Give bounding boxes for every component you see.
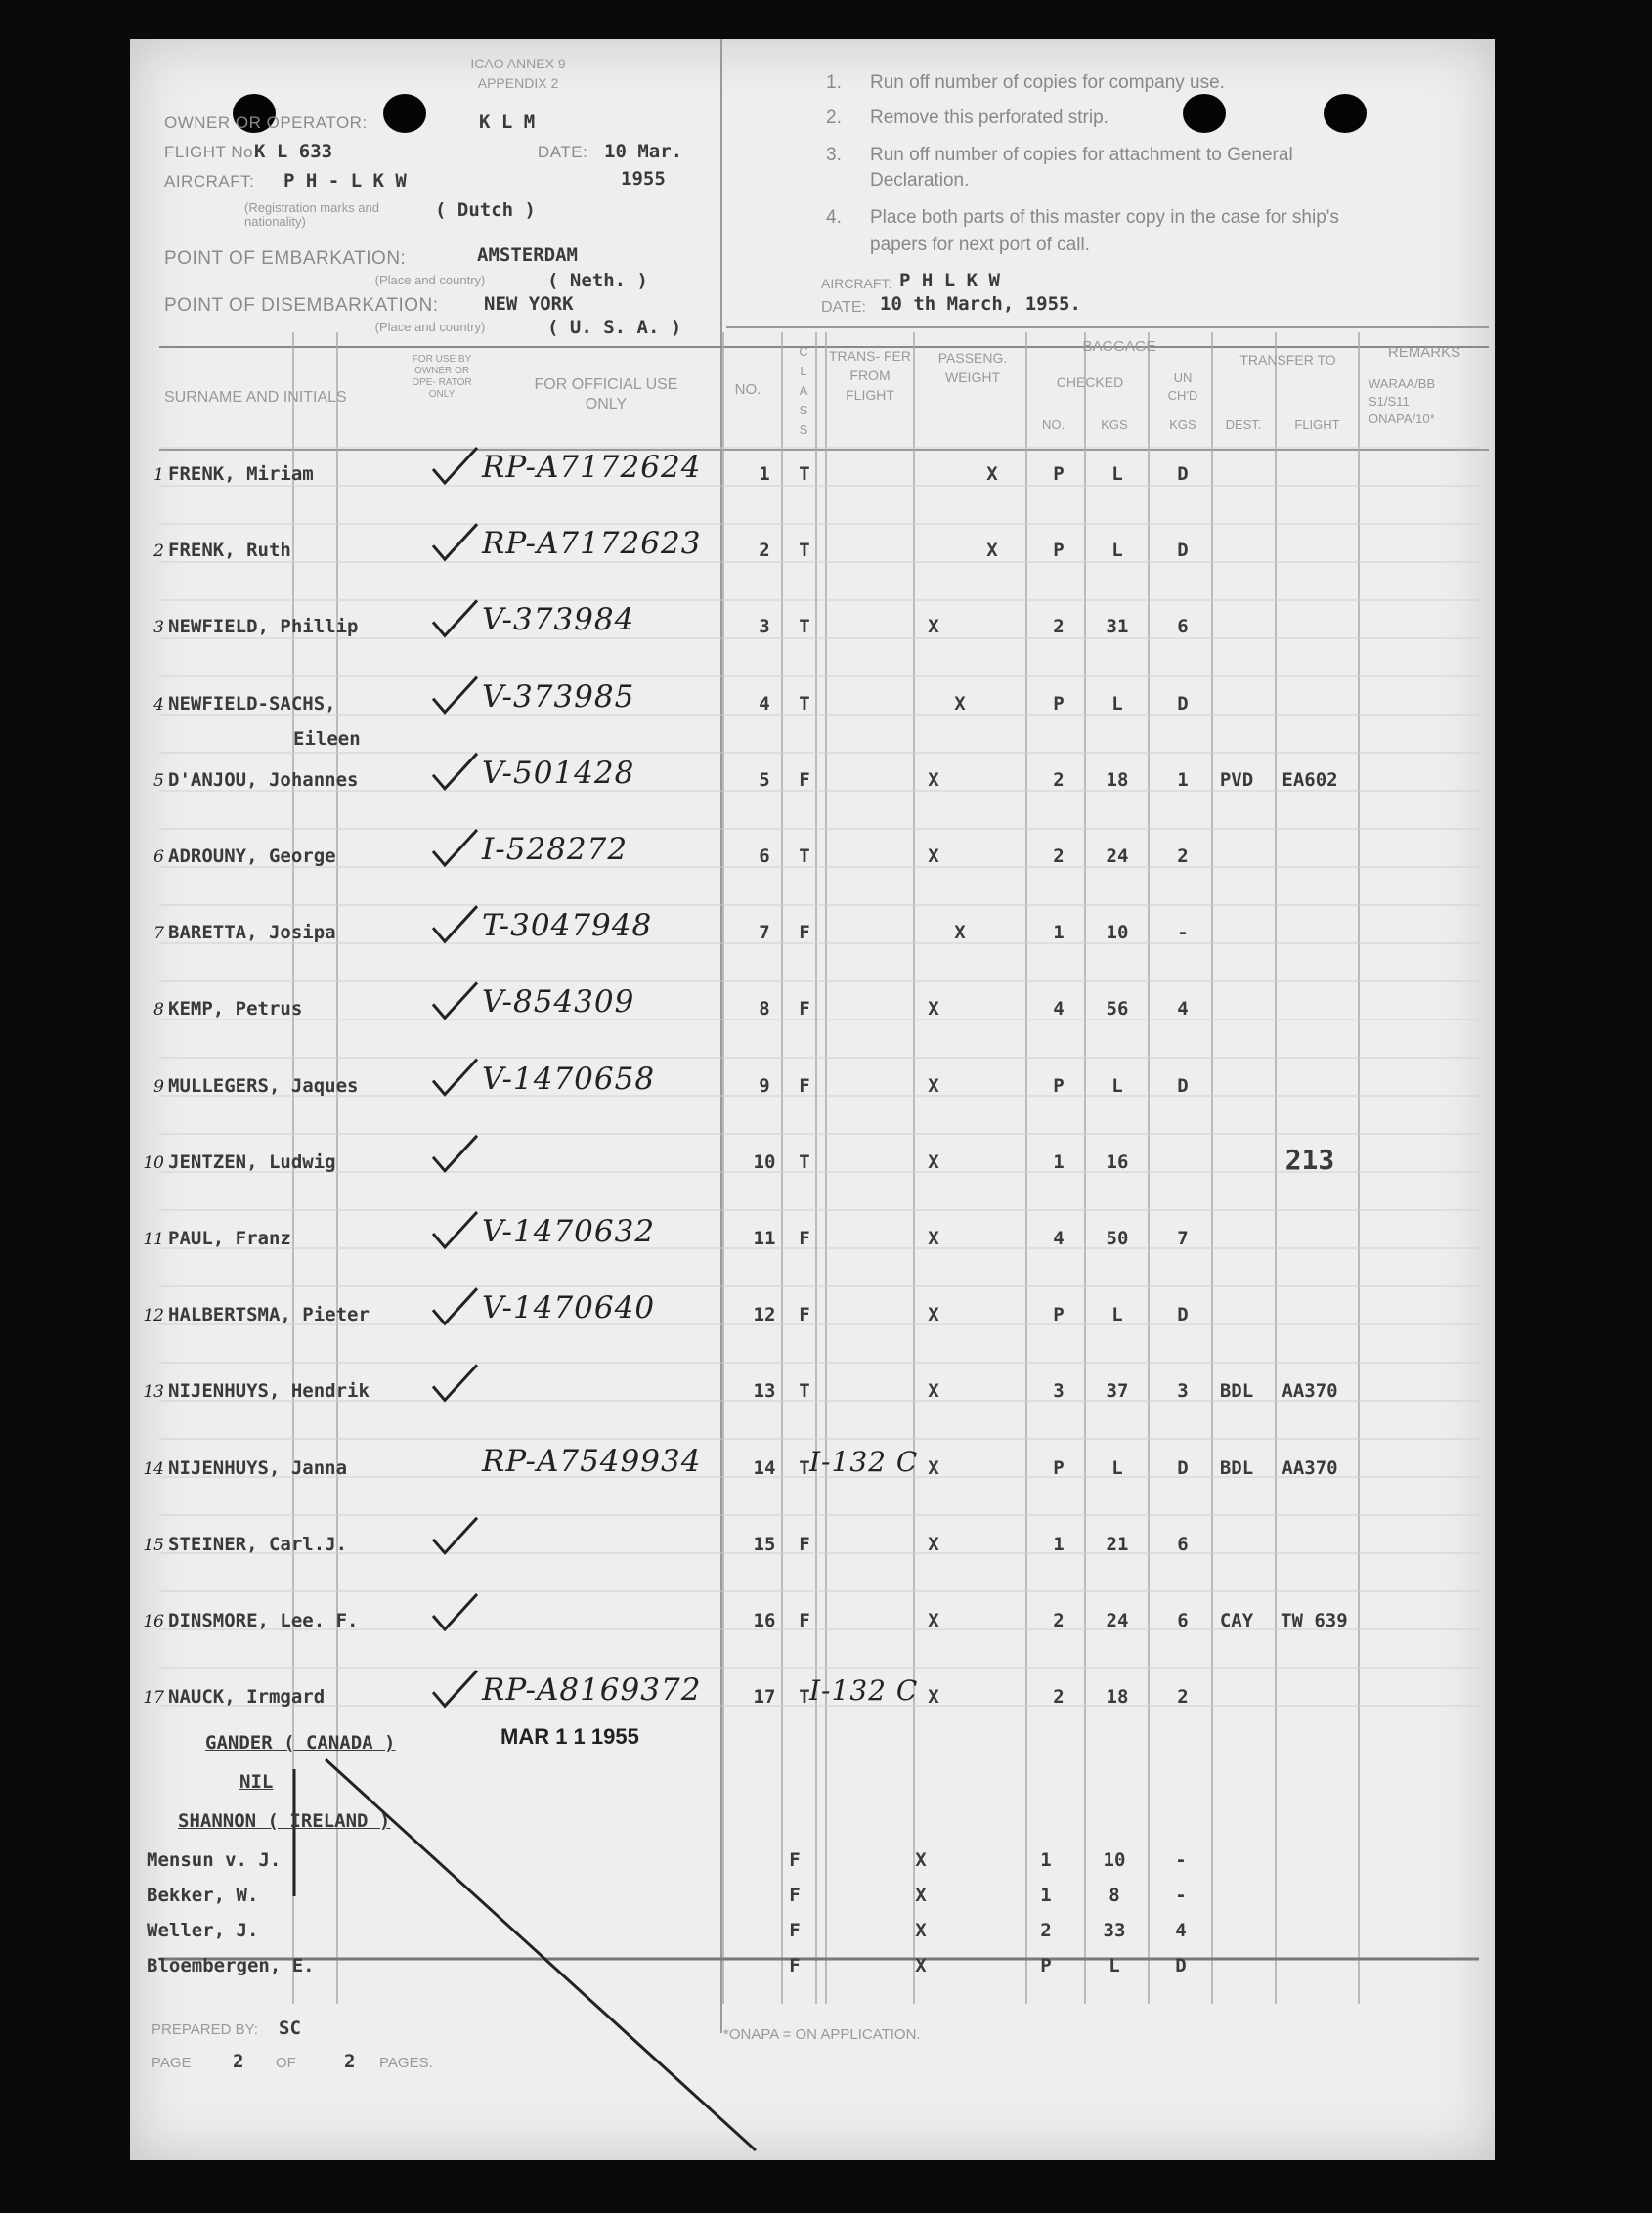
bag-count-cell: 2 — [1053, 1610, 1065, 1631]
crew-unchecked: 4 — [1175, 1920, 1187, 1941]
class-cell: F — [799, 1228, 810, 1249]
instruction-text: Place both parts of this master copy in the case for ship's — [870, 207, 1339, 228]
bag-kgs-cell: L — [1111, 1304, 1123, 1326]
crew-bag-count: 2 — [1040, 1920, 1052, 1941]
passenger-name: PAUL, Franz — [168, 1228, 291, 1249]
punch-hole-3 — [1183, 94, 1226, 133]
class-cell: F — [799, 922, 810, 944]
transfer-from-cell: I-132 C — [809, 1674, 919, 1708]
class-cell: T — [799, 1686, 810, 1709]
gander-leg: GANDER ( CANADA ) — [205, 1732, 396, 1754]
weight-cell: X — [928, 1610, 939, 1631]
col-passeng-weight: PASSENG. WEIGHT — [937, 350, 1008, 385]
bag-kgs-cell: 31 — [1106, 616, 1129, 638]
crew-bag-kgs: L — [1109, 1955, 1120, 1976]
row-number-cell: 10 — [753, 1150, 776, 1173]
weight-cell: X — [928, 1074, 939, 1097]
crew-class: F — [789, 1920, 801, 1941]
bag-count-cell: P — [1053, 540, 1065, 562]
transfer-dest-cell: PVD — [1219, 768, 1254, 791]
bag-kgs-cell: L — [1111, 540, 1123, 562]
manifest-line-number: 1 — [153, 465, 164, 485]
bag-kgs-cell: 56 — [1106, 998, 1129, 1020]
bag-count-cell: P — [1053, 1304, 1065, 1326]
class-cell: F — [799, 1304, 810, 1326]
bag-kgs-cell: 18 — [1106, 1686, 1129, 1709]
nationality-value: ( Dutch ) — [435, 199, 536, 221]
unchecked-kgs-cell: D — [1177, 1074, 1189, 1097]
weight-cell: X — [928, 1150, 939, 1173]
manifest-line-number: 14 — [143, 1458, 164, 1479]
passport-number: T-3047948 — [482, 908, 653, 944]
passport-number: V-1470632 — [482, 1214, 656, 1249]
embarkation-value: AMSTERDAM — [477, 244, 578, 266]
crew-bag-count: 1 — [1040, 1885, 1052, 1906]
manifest-line-number: 11 — [143, 1230, 164, 1249]
unchecked-kgs-cell: D — [1177, 692, 1189, 715]
class-cell: T — [799, 692, 810, 715]
embark-place-note: (Place and country) — [374, 273, 486, 287]
manifest-line-number: 15 — [143, 1535, 164, 1555]
manifest-line-number: 10 — [143, 1152, 164, 1173]
transfer-flight-cell: 213 — [1284, 1143, 1335, 1176]
embark-country: ( Neth. ) — [547, 270, 648, 291]
weight-cell: X — [928, 998, 939, 1020]
weight-cell: X — [986, 463, 998, 485]
passenger-name: NEWFIELD, Phillip — [168, 616, 359, 638]
transfer-dest-cell: CAY — [1219, 1610, 1254, 1631]
bag-count-cell: P — [1053, 692, 1065, 715]
col-flight: FLIGHT — [1294, 417, 1340, 432]
crew-class: F — [789, 1885, 801, 1906]
col-baggage: BAGGAGE — [1082, 338, 1156, 355]
bag-count-cell: 3 — [1053, 1380, 1065, 1403]
passport-number: V-501428 — [482, 755, 635, 791]
crew-bag-kgs: 10 — [1103, 1849, 1126, 1871]
unchecked-kgs-cell: 3 — [1177, 1380, 1189, 1403]
passenger-name: MULLEGERS, Jaques — [168, 1074, 359, 1097]
bag-kgs-cell: 10 — [1106, 922, 1129, 944]
weight-cell: X — [954, 692, 966, 715]
col-bag-no: NO. — [1041, 417, 1065, 432]
prepared-label: PREPARED BY: — [152, 2021, 258, 2038]
bag-count-cell: P — [1053, 463, 1065, 485]
check-mark — [433, 754, 477, 789]
crew-weight: X — [915, 1885, 927, 1906]
manifest-line-number: 5 — [153, 770, 164, 791]
passenger-name: FRENK, Miriam — [168, 463, 314, 485]
crew-bag-count: 1 — [1040, 1849, 1052, 1871]
check-mark — [433, 1060, 477, 1095]
check-mark — [433, 1212, 477, 1247]
unchecked-kgs-cell: D — [1177, 463, 1189, 485]
row-number-cell: 7 — [759, 922, 770, 944]
check-mark — [433, 1365, 477, 1400]
crew-weight: X — [915, 1955, 927, 1976]
unchecked-kgs-cell: 6 — [1177, 1533, 1189, 1555]
icao-appendix: APPENDIX 2 — [477, 75, 559, 91]
punch-hole-2 — [383, 94, 426, 133]
class-cell: T — [799, 540, 810, 562]
crew-weight: X — [915, 1849, 927, 1871]
class-cell: T — [799, 463, 810, 485]
check-mark — [433, 448, 477, 483]
row-number-cell: 11 — [753, 1228, 776, 1249]
passenger-name-cont: Eileen — [293, 727, 361, 750]
row-number-cell: 4 — [759, 692, 770, 715]
weight-cell: X — [928, 1686, 939, 1709]
punch-hole-4 — [1324, 94, 1367, 133]
bag-kgs-cell: L — [1111, 1456, 1123, 1479]
col-kgs: KGS — [1101, 417, 1128, 432]
bag-kgs-cell: 18 — [1106, 768, 1129, 791]
class-cell: T — [799, 846, 810, 867]
row-number-cell: 8 — [759, 998, 770, 1020]
unchecked-kgs-cell: 6 — [1177, 1610, 1189, 1631]
manifest-line-number: 16 — [143, 1612, 164, 1631]
passenger-name: HALBERTSMA, Pieter — [168, 1304, 370, 1326]
flight-value: K L 633 — [254, 141, 333, 162]
bag-kgs-cell: 37 — [1106, 1380, 1129, 1403]
check-mark — [433, 1671, 477, 1706]
of-value: 2 — [344, 2051, 356, 2072]
instruction-number: 2. — [826, 108, 842, 128]
check-mark — [433, 830, 477, 865]
transfer-flight-cell: EA602 — [1282, 768, 1338, 791]
col-unchd-kgs: KGS — [1169, 417, 1196, 432]
row-number-cell: 16 — [753, 1610, 776, 1631]
crew-bag-count: P — [1040, 1955, 1052, 1976]
class-cell: F — [799, 768, 810, 791]
class-cell: F — [799, 1074, 810, 1097]
bag-kgs-cell: 21 — [1106, 1533, 1129, 1555]
transfer-dest-cell: BDL — [1219, 1456, 1254, 1479]
page-value: 2 — [233, 2051, 244, 2072]
disembark-place-note: (Place and country) — [374, 320, 486, 334]
col-remarks: REMARKS — [1387, 344, 1461, 361]
pages-label: PAGES. — [379, 2055, 433, 2071]
bag-count-cell: 4 — [1053, 998, 1065, 1020]
weight-cell: X — [928, 768, 939, 791]
unchecked-kgs-cell: 4 — [1177, 998, 1189, 1020]
bag-count-cell: 2 — [1053, 768, 1065, 791]
crew-bag-kgs: 8 — [1109, 1885, 1120, 1906]
passport-number: V-373985 — [482, 678, 635, 715]
instruction-text: Run off number of copies for company use. — [870, 72, 1225, 93]
prepared-value: SC — [279, 2018, 301, 2039]
transfer-from-cell: I-132 C — [809, 1445, 919, 1478]
passport-number: V-1470658 — [482, 1061, 656, 1097]
instruction-text: papers for next port of call. — [870, 235, 1090, 255]
row-number-cell: 2 — [759, 540, 770, 562]
unchecked-kgs-cell: 2 — [1177, 1686, 1189, 1709]
date-label: DATE: — [538, 143, 588, 161]
class-cell: T — [799, 1380, 810, 1403]
col-surname: SURNAME AND INITIALS — [164, 389, 347, 406]
transfer-flight-cell: TW 639 — [1281, 1610, 1348, 1631]
passport-number: V-854309 — [482, 984, 635, 1020]
transfer-flight-cell: AA370 — [1282, 1380, 1338, 1403]
bag-count-cell: P — [1053, 1456, 1065, 1479]
instruction-text: Remove this perforated strip. — [870, 108, 1109, 128]
passenger-name: STEINER, Carl.J. — [168, 1533, 348, 1555]
passenger-name: BARETTA, Josipa — [168, 922, 336, 944]
bag-count-cell: 2 — [1053, 846, 1065, 867]
weight-cell: X — [928, 1380, 939, 1403]
class-cell: F — [799, 998, 810, 1020]
row-number-cell: 15 — [753, 1533, 776, 1555]
crew-weight: X — [915, 1920, 927, 1941]
class-cell: F — [799, 1610, 810, 1631]
owner-label: OWNER OR OPERATOR: — [164, 113, 368, 132]
weight-cell: X — [928, 1304, 939, 1326]
unchecked-kgs-cell: D — [1177, 1456, 1189, 1479]
transfer-flight-cell: AA370 — [1282, 1456, 1338, 1479]
manifest-line-number: 6 — [153, 847, 164, 867]
disembarkation-label: POINT OF DISEMBARKATION: — [164, 295, 439, 316]
crew-unchecked: D — [1175, 1955, 1187, 1976]
aircraft-value: P H - L K W — [283, 170, 407, 192]
instruction-text: Run off number of copies for attachment to General — [870, 145, 1293, 165]
unchecked-kgs-cell: - — [1177, 922, 1189, 944]
unchecked-kgs-cell: D — [1177, 540, 1189, 562]
bag-kgs-cell: L — [1111, 692, 1123, 715]
class-cell: F — [799, 1533, 810, 1555]
col-transfer-from: TRANS- FER FROM FLIGHT — [829, 348, 911, 403]
crew-unchecked: - — [1175, 1849, 1187, 1871]
unchecked-kgs-cell: 6 — [1177, 616, 1189, 638]
check-mark — [433, 1288, 477, 1323]
bag-count-cell: 1 — [1053, 922, 1065, 944]
check-mark — [433, 524, 477, 559]
weight-cell: X — [928, 1533, 939, 1555]
passport-number: RP-A7172623 — [482, 526, 702, 562]
weight-cell: X — [928, 616, 939, 638]
bag-kgs-cell: L — [1111, 463, 1123, 485]
bag-kgs-cell: 50 — [1106, 1228, 1129, 1249]
bag-kgs-cell: 24 — [1106, 846, 1129, 867]
check-mark — [433, 1594, 477, 1629]
transfer-dest-cell: BDL — [1219, 1380, 1254, 1403]
row-number-cell: 3 — [759, 616, 770, 638]
bag-count-cell: P — [1053, 1074, 1065, 1097]
passport-number: RP-A7172624 — [482, 450, 702, 485]
crew-name: Bloembergen, E. — [147, 1955, 315, 1976]
embarkation-label: POINT OF EMBARKATION: — [164, 248, 407, 269]
passport-number: V-1470640 — [482, 1290, 656, 1326]
manifest-line-number: 2 — [153, 542, 164, 562]
unchecked-kgs-cell: 2 — [1177, 846, 1189, 867]
unchecked-kgs-cell: 7 — [1177, 1228, 1189, 1249]
bag-kgs-cell: L — [1111, 1074, 1123, 1097]
check-mark — [433, 1518, 477, 1553]
check-mark — [433, 1136, 477, 1171]
bag-count-cell: 1 — [1053, 1150, 1065, 1173]
passenger-name: NIJENHUYS, Hendrik — [168, 1380, 370, 1403]
row-number-cell: 13 — [753, 1380, 776, 1403]
passenger-name: FRENK, Ruth — [168, 540, 291, 562]
col-transfer-to: TRANSFER TO — [1239, 352, 1336, 368]
col-class: C L A S S — [799, 344, 808, 437]
bag-count-cell: 2 — [1053, 1686, 1065, 1709]
manifest-line-number: 4 — [153, 694, 164, 715]
check-mark — [433, 906, 477, 941]
disembarkation-value: NEW YORK — [484, 293, 574, 315]
manifest-line-number: 12 — [143, 1306, 164, 1326]
passenger-name: DINSMORE, Lee. F. — [168, 1610, 359, 1631]
crew-unchecked: - — [1175, 1885, 1187, 1906]
disembark-country: ( U. S. A. ) — [547, 317, 682, 338]
manifest-line-number: 13 — [143, 1382, 164, 1403]
crew-name: Bekker, W. — [147, 1885, 259, 1906]
row-number-cell: 5 — [759, 768, 770, 791]
passenger-name: NIJENHUYS, Janna — [168, 1456, 348, 1479]
row-number-cell: 12 — [753, 1304, 776, 1326]
row-number-cell: 14 — [753, 1456, 776, 1479]
class-cell: T — [799, 1456, 810, 1479]
col-dest: DEST. — [1225, 417, 1262, 432]
row-number-cell: 17 — [753, 1686, 776, 1709]
weight-cell: X — [928, 1228, 939, 1249]
row-number-cell: 9 — [759, 1074, 770, 1097]
passenger-name: ADROUNY, George — [168, 846, 336, 867]
date-value: 10 Mar. — [604, 141, 683, 162]
col-checked: CHECKED — [1056, 374, 1124, 390]
passenger-name: D'ANJOU, Johannes — [168, 768, 359, 791]
manifest-line-number: 7 — [153, 924, 164, 944]
bag-count-cell: 2 — [1053, 616, 1065, 638]
col-unchd: UN CH'D — [1167, 370, 1198, 403]
crew-class: F — [789, 1849, 801, 1871]
passport-number: RP-A7549934 — [482, 1443, 702, 1479]
unchecked-kgs-cell: D — [1177, 1304, 1189, 1326]
of-label: OF — [276, 2055, 296, 2071]
bag-count-cell: 4 — [1053, 1228, 1065, 1249]
row-number-cell: 1 — [759, 463, 770, 485]
class-cell: T — [799, 616, 810, 638]
right-date-label: DATE: — [821, 299, 866, 316]
instruction-number: 3. — [826, 145, 842, 165]
check-mark — [433, 600, 477, 635]
owner-value: K L M — [479, 111, 536, 133]
onapa-footnote: *ONAPA = ON APPLICATION. — [723, 2026, 921, 2043]
weight-cell: X — [928, 1456, 939, 1479]
bag-kgs-cell: 24 — [1106, 1610, 1129, 1631]
col-official: FOR OFFICIAL USE ONLY — [534, 376, 678, 412]
crew-bag-kgs: 33 — [1103, 1920, 1126, 1941]
instruction-number: 4. — [826, 207, 842, 228]
manifest-line-number: 8 — [153, 1000, 164, 1020]
passport-number: V-373984 — [482, 602, 635, 638]
flight-label: FLIGHT No. — [164, 143, 259, 161]
col-for-use: FOR USE BY OWNER OR OPE- RATOR ONLY — [412, 354, 472, 400]
bag-count-cell: 1 — [1053, 1533, 1065, 1555]
check-mark — [433, 677, 477, 713]
col-remarks-sub: WARAA/BB S1/S11 ONAPA/10* — [1369, 376, 1436, 426]
aircraft-label: AIRCRAFT: — [164, 172, 255, 191]
arrival-stamp: MAR 1 1 1955 — [500, 1724, 639, 1749]
weight-cell: X — [954, 922, 966, 944]
instruction-number: 1. — [826, 72, 842, 93]
crew-name: Weller, J. — [147, 1920, 259, 1941]
class-cell: T — [799, 1150, 810, 1173]
crew-class: F — [789, 1955, 801, 1976]
right-aircraft-label: AIRCRAFT: — [821, 276, 892, 291]
icao-annex: ICAO ANNEX 9 — [470, 56, 566, 71]
manifest-line-number: 17 — [143, 1688, 164, 1709]
bag-kgs-cell: 16 — [1106, 1150, 1129, 1173]
registration-note: (Registration marks and nationality) — [244, 200, 379, 229]
passenger-name: NAUCK, Irmgard — [168, 1686, 326, 1709]
right-aircraft-value: P H L K W — [899, 270, 1000, 291]
right-date-value: 10 th March, 1955. — [880, 293, 1081, 315]
manifest-line-number: 3 — [153, 618, 164, 638]
check-mark — [433, 982, 477, 1018]
passenger-name: JENTZEN, Ludwig — [168, 1150, 336, 1173]
page-label: PAGE — [152, 2055, 192, 2071]
col-no: NO. — [734, 381, 761, 398]
instruction-text: Declaration. — [870, 170, 970, 191]
shannon-leg: SHANNON ( IRELAND ) — [178, 1810, 391, 1832]
unchecked-kgs-cell: 1 — [1177, 768, 1189, 791]
date-year: 1955 — [621, 168, 666, 190]
passenger-name: KEMP, Petrus — [168, 998, 303, 1020]
weight-cell: X — [986, 540, 998, 562]
passport-number: RP-A8169372 — [482, 1672, 702, 1709]
passport-number: I-528272 — [482, 832, 629, 867]
crew-name: Mensun v. J. — [147, 1849, 282, 1871]
passenger-name: NEWFIELD-SACHS, — [168, 692, 336, 715]
manifest-line-number: 9 — [153, 1076, 164, 1097]
row-number-cell: 6 — [759, 846, 770, 867]
nil-marker: NIL — [239, 1771, 274, 1793]
weight-cell: X — [928, 846, 939, 867]
